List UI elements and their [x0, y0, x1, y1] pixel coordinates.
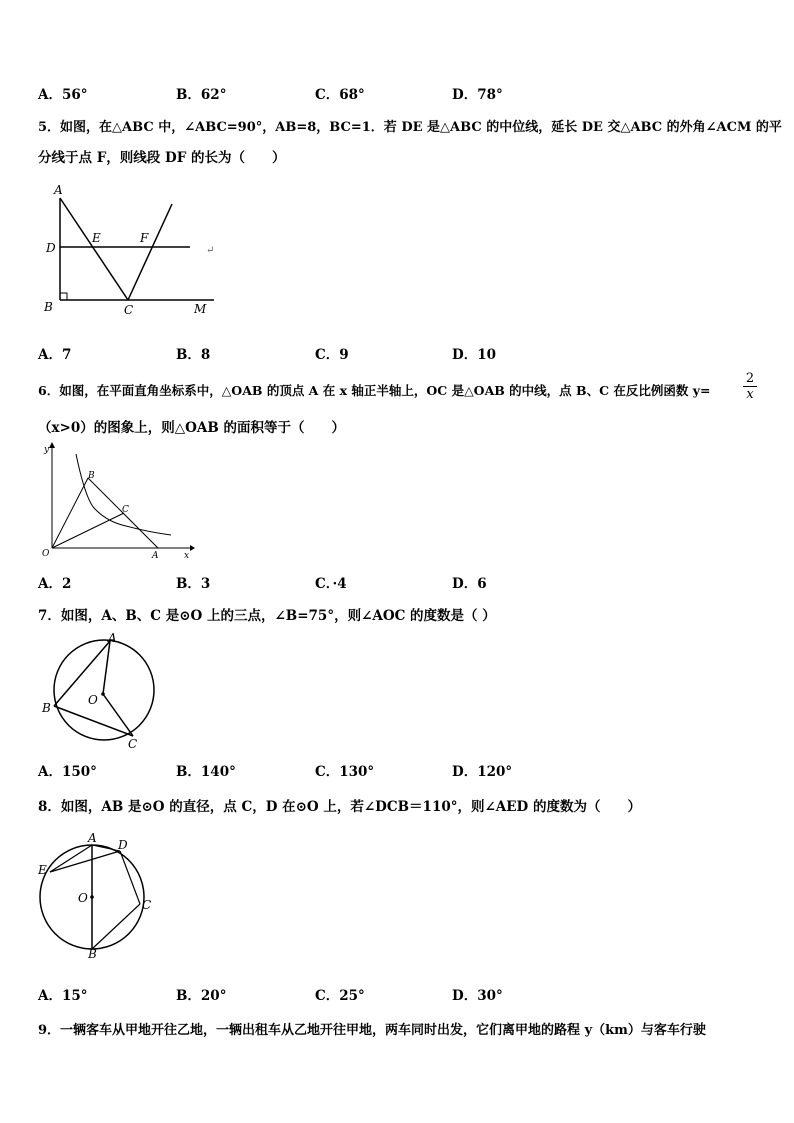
q8-label-o: O	[78, 891, 88, 905]
q8-stem-line1: 8．如图，AB 是⊙O 的直径，点 C，D 在⊙O 上，若∠DCB＝110°，则∠AED 的度数为（ ）	[38, 799, 641, 815]
q6-fraction	[743, 371, 757, 402]
q5-label-a: A	[54, 183, 63, 197]
q7-label-c: C	[128, 737, 138, 751]
q5-label-b: B	[44, 300, 53, 314]
q6-frac-denominator: x	[743, 386, 757, 402]
q6-option-b: B．3	[176, 576, 211, 592]
q5-label-c: C	[124, 303, 134, 317]
q8-option-c: C．25°	[315, 988, 365, 1004]
q8-figure	[36, 830, 166, 960]
q7-label-a: A	[108, 631, 117, 645]
q5-label-d: D	[46, 241, 56, 255]
q5-return-mark: ↵	[206, 245, 215, 256]
q7-figure	[38, 630, 168, 752]
q7-option-c: C．130°	[315, 764, 375, 780]
q8-label-c: C	[142, 898, 152, 912]
q6-option-c: C．·4	[315, 576, 347, 592]
q8-label-b: B	[88, 947, 97, 960]
q5-option-d: D．10	[452, 347, 496, 363]
q8-option-b: B．20°	[176, 988, 227, 1004]
q8-option-d: D．30°	[452, 988, 503, 1004]
q6-option-d: D．6	[452, 576, 487, 592]
q4-option-b: B．62°	[176, 87, 227, 103]
q4-option-c: C．68°	[315, 87, 365, 103]
q6-option-a: A．2	[38, 576, 72, 592]
q4-option-a: A．56°	[38, 87, 88, 103]
q5-stem-line2: 分线于点 F，则线段 DF 的长为（ ）	[38, 150, 286, 166]
q7-label-b: B	[42, 701, 51, 715]
q5-option-b: B．8	[176, 347, 211, 363]
q7-option-d: D．120°	[452, 764, 513, 780]
q5-label-m: M	[194, 302, 207, 316]
q7-label-o: O	[88, 693, 98, 707]
q8-option-a: A．15°	[38, 988, 88, 1004]
q4-option-d: D．78°	[452, 87, 503, 103]
q7-stem-line1: 7．如图，A、B、C 是⊙O 上的三点，∠B=75°，则∠AOC 的度数是（ ）	[38, 608, 496, 624]
q5-figure	[38, 180, 228, 320]
q6-label-c: C	[122, 505, 129, 515]
q8-label-e: E	[38, 863, 47, 877]
q7-option-a: A．150°	[38, 764, 97, 780]
q6-label-b: B	[88, 471, 95, 481]
q5-label-e: E	[92, 231, 101, 245]
q6-label-a: A	[152, 551, 159, 561]
q7-option-b: B．140°	[176, 764, 236, 780]
q6-stem-line2: （x>0）的图象上，则△OAB 的面积等于（ ）	[38, 420, 345, 436]
q6-figure	[38, 440, 198, 565]
q8-label-d: D	[118, 838, 128, 852]
q6-frac-numerator: 2	[745, 371, 755, 386]
q6-label-y: y	[44, 445, 50, 455]
q5-option-c: C．9	[315, 347, 349, 363]
q6-stem-line1: 6．如图，在平面直角坐标系中，△OAB 的顶点 A 在 x 轴正半轴上，OC 是△OAB 的中线，点 B、C 在反比例函数 y=	[38, 383, 711, 398]
q5-option-a: A．7	[38, 347, 72, 363]
q6-label-o: O	[42, 549, 50, 559]
q5-label-f: F	[140, 231, 149, 245]
q6-label-x: x	[184, 551, 190, 561]
q5-stem-line1: 5．如图，在△ABC 中，∠ABC=90°，AB=8，BC=1．若 DE 是△ABC 的中位线，延长 DE 交△ABC 的外角∠ACM 的平	[38, 120, 782, 135]
q9-stem-line1: 9．一辆客车从甲地开往乙地，一辆出租车从乙地开往甲地，两车同时出发，它们离甲地的路程 y（km）与客车行驶	[38, 1023, 706, 1038]
q8-label-a: A	[88, 831, 97, 845]
